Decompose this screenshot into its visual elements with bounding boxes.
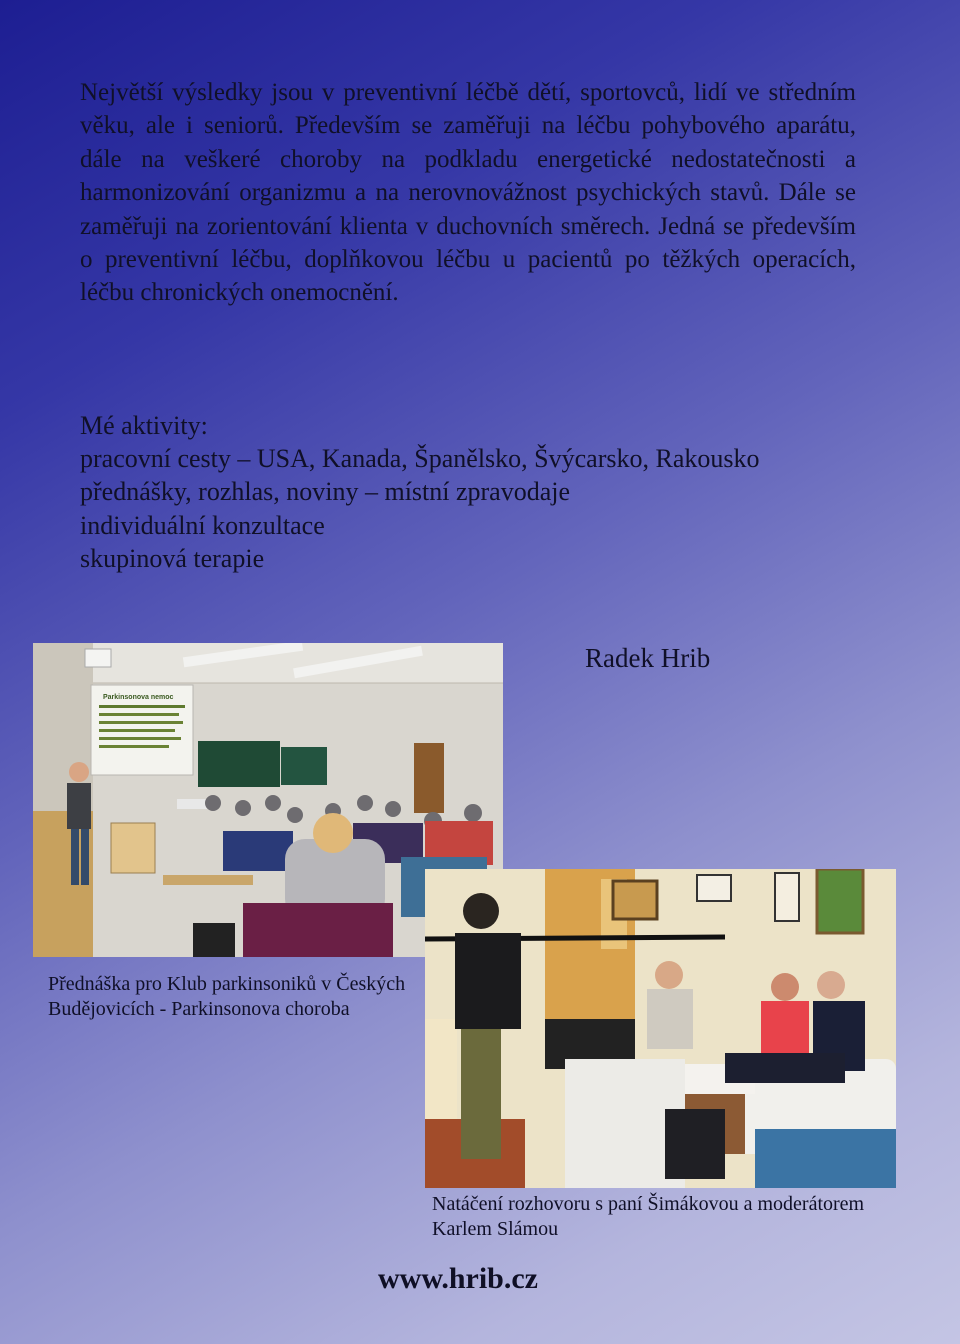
svg-text:Parkinsonova nemoc: Parkinsonova nemoc [103,694,174,701]
author-name: Radek Hrib [585,643,711,673]
filming-caption: Natáčení rozhovoru s paní Šimákovou a moderátorem Karlem Slámou [432,1193,865,1240]
activity-item: přednášky, rozhlas, noviny – místní zpravodaje [80,477,571,507]
activities-list [80,442,760,576]
website-link[interactable]: www.hrib.cz [378,1262,538,1295]
activity-item: skupinová terapie [80,544,265,574]
lecture-caption: Přednáška pro Klub parkinsoniků v Českých Budějovicích - Parkinsonova choroba [48,973,406,1020]
activity-item: pracovní cesty – USA, Kanada, Španělsko, Švýcarsko, Rakousko [80,444,760,473]
intro-paragraph: Největší výsledky jsou v preventivní léčbě dětí, sportovců, lidí ve středním věku, ale i seniorů. Především se zaměřuji na léčbu pohybového aparátu, dále na veškeré choroby na podkladu energetické nedostatečnosti a harmonizování organizmu a na nerovnovážnost psychických stavů. Dále se zaměřuji na zorientování klienta v duchovních směrech. Jedná se především o preventivní léčbu, doplňkovou léčbu u pacientů po těžkých operacích, léčbu chronických onemocnění. [80,79,856,307]
activity-item: individuální konzultace [80,510,325,540]
activities-heading: Mé aktivity: [80,411,208,440]
filming-photo [425,869,896,1188]
